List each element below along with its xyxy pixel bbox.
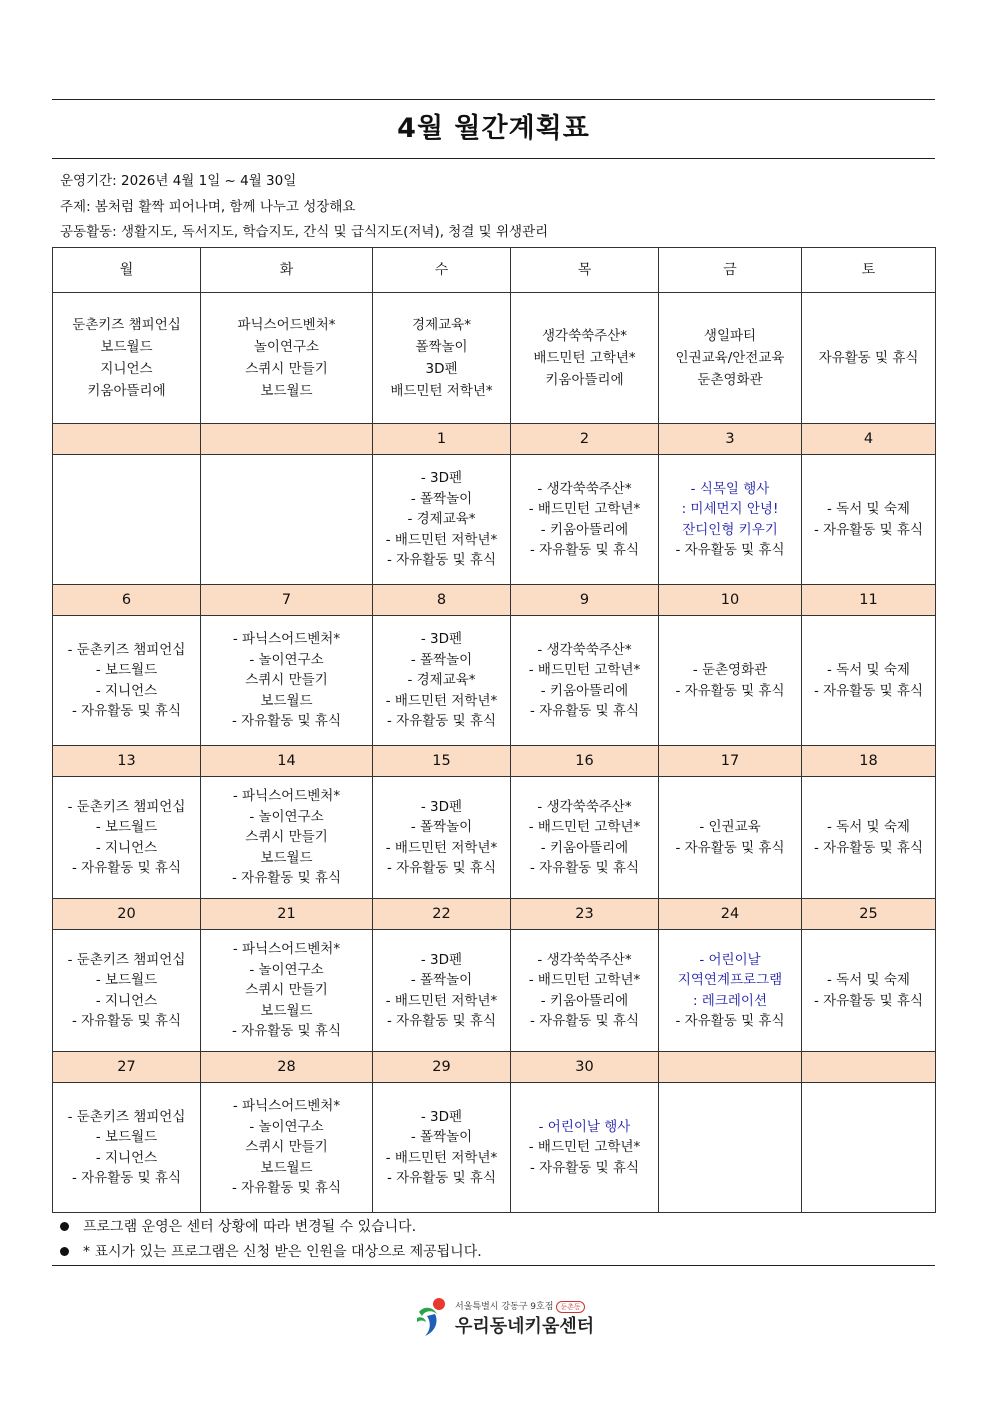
summary-cell xyxy=(53,293,201,424)
activity-item: - 자유활동 및 휴식 xyxy=(71,1013,182,1029)
date-cell: 6 xyxy=(53,585,201,616)
activity-item: - 독서 및 숙제 xyxy=(827,819,910,835)
activity-cell xyxy=(802,455,936,585)
info-block xyxy=(52,159,935,247)
activity-item: - 3D펜 xyxy=(420,631,463,648)
date-row xyxy=(53,424,936,455)
center-logo xyxy=(413,1296,595,1338)
activity-item: - 놀이연구소 xyxy=(249,1118,324,1135)
date-cell: 22 xyxy=(373,899,511,930)
date-cell: 30 xyxy=(511,1052,659,1083)
date-cell: 8 xyxy=(373,585,511,616)
activity-item: 보드월드 xyxy=(260,1159,313,1176)
activity-item: - 자유활동 및 휴식 xyxy=(529,1013,640,1029)
activity-item: - 자유활동 및 휴식 xyxy=(71,703,182,719)
event-item: 지역연계프로그램 xyxy=(677,972,783,988)
summary-program: 스퀴시 만들기 xyxy=(245,361,328,377)
activity-item: - 폴짝놀이 xyxy=(410,651,473,668)
note-item: * 표시가 있는 프로그램은 신청 받은 인원을 대상으로 제공됩니다. xyxy=(52,1240,935,1265)
date-cell: 11 xyxy=(802,585,936,616)
activity-item: - 지니언스 xyxy=(95,839,158,856)
activity-item: 보드월드 xyxy=(260,849,313,866)
activity-cell xyxy=(201,455,373,585)
summary-cell xyxy=(802,293,936,424)
activity-item: - 자유활동 및 휴식 xyxy=(386,713,497,730)
activity-item: - 3D펜 xyxy=(420,798,463,815)
date-cell xyxy=(659,1052,802,1083)
weekday-thu: 목 xyxy=(511,248,659,293)
activity-item: - 경제교육* xyxy=(407,672,476,689)
activity-cell xyxy=(53,1083,201,1213)
weekly-program-summary-row xyxy=(53,293,936,424)
activity-item: - 파닉스어드벤처* xyxy=(232,631,341,648)
activity-cell xyxy=(511,616,659,746)
summary-program: 생일파티 xyxy=(703,328,757,344)
date-row xyxy=(53,899,936,930)
notes-block xyxy=(52,1213,935,1266)
activity-item: - 보드월드 xyxy=(95,1129,158,1145)
activity-cell xyxy=(373,455,511,585)
activity-row xyxy=(53,455,936,585)
summary-program: 배드민턴 저학년* xyxy=(390,383,493,399)
activity-cell xyxy=(802,930,936,1052)
activity-item: 스퀴시 만들기 xyxy=(245,1139,328,1156)
activity-item: - 놀이연구소 xyxy=(249,961,324,978)
activity-item: - 독서 및 숙제 xyxy=(827,662,910,678)
activity-item: - 자유활동 및 휴식 xyxy=(675,1013,785,1029)
activity-row xyxy=(53,777,936,899)
activity-item: - 생각쑥쑥주산* xyxy=(537,798,632,815)
activity-item: - 둔촌키즈 챔피언십 xyxy=(67,798,186,815)
activity-item: - 보드월드 xyxy=(95,972,158,988)
activity-item: - 키움아뜰리에 xyxy=(540,682,629,699)
summary-program: 키움아뜰리에 xyxy=(87,383,166,399)
activity-cell xyxy=(201,777,373,899)
summary-program: 지니언스 xyxy=(100,361,153,377)
activity-cell xyxy=(53,930,201,1052)
activity-cell xyxy=(511,777,659,899)
date-cell: 3 xyxy=(659,424,802,455)
date-cell: 21 xyxy=(201,899,373,930)
activity-item: - 3D펜 xyxy=(420,1108,463,1125)
activity-cell xyxy=(53,777,201,899)
activity-item: - 자유활동 및 휴식 xyxy=(529,703,640,719)
date-cell: 16 xyxy=(511,746,659,777)
activity-item: 스퀴시 만들기 xyxy=(245,982,328,999)
summary-program: 3D펜 xyxy=(425,361,458,377)
bullet-icon xyxy=(60,1222,69,1231)
activity-item: - 배드민턴 고학년* xyxy=(528,972,641,988)
activity-item: - 배드민턴 고학년* xyxy=(528,662,641,678)
date-cell: 24 xyxy=(659,899,802,930)
activity-item: - 자유활동 및 휴식 xyxy=(813,839,924,856)
date-cell: 4 xyxy=(802,424,936,455)
activity-cell xyxy=(201,930,373,1052)
summary-program: 경제교육* xyxy=(412,317,471,333)
activity-item: - 배드민턴 저학년* xyxy=(385,692,498,709)
activity-item: - 보드월드 xyxy=(95,662,158,678)
page-title: 4월 월간계획표 xyxy=(52,99,935,159)
activity-item: - 둔촌키즈 챔피언십 xyxy=(67,641,186,658)
activity-cell xyxy=(53,455,201,585)
activity-item: 스퀴시 만들기 xyxy=(245,829,328,846)
activity-item: 보드월드 xyxy=(260,692,313,709)
activity-cell xyxy=(659,930,802,1052)
date-cell: 13 xyxy=(53,746,201,777)
activity-item: - 파닉스어드벤처* xyxy=(232,941,341,958)
activity-item: - 키움아뜰리에 xyxy=(540,521,629,538)
activity-item: - 보드월드 xyxy=(95,819,158,835)
weekday-header-row xyxy=(53,248,936,293)
activity-item: - 자유활동 및 휴식 xyxy=(386,860,497,876)
activity-row xyxy=(53,1083,936,1213)
date-cell: 18 xyxy=(802,746,936,777)
summary-cell xyxy=(201,293,373,424)
activity-item: - 지니언스 xyxy=(95,1149,158,1166)
summary-program: 자유활동 및 휴식 xyxy=(818,350,919,366)
activity-item: - 자유활동 및 휴식 xyxy=(386,1013,497,1029)
date-cell: 1 xyxy=(373,424,511,455)
activity-item: - 둔촌키즈 챔피언십 xyxy=(67,1108,186,1125)
common-activities: 공동활동: 생활지도, 독서지도, 학습지도, 간식 및 급식지도(저녁), 청결 및 위생관리 xyxy=(60,224,549,240)
event-item: - 어린이날 xyxy=(699,951,761,968)
activity-item: - 자유활동 및 휴식 xyxy=(231,870,342,887)
activity-item: - 폴짝놀이 xyxy=(410,972,473,988)
activity-item: - 폴짝놀이 xyxy=(410,490,473,507)
weekday-fri: 금 xyxy=(659,248,802,293)
summary-program: 인권교육/안전교육 xyxy=(675,350,785,366)
weekday-wed: 수 xyxy=(373,248,511,293)
operation-period: 운영기간: 2026년 4월 1일 ~ 4월 30일 xyxy=(60,173,297,189)
activity-item: - 독서 및 숙제 xyxy=(827,501,910,517)
date-cell: 15 xyxy=(373,746,511,777)
date-cell: 2 xyxy=(511,424,659,455)
activity-item: - 자유활동 및 휴식 xyxy=(529,542,640,558)
activity-item: - 자유활동 및 휴식 xyxy=(231,713,342,730)
activity-item: - 자유활동 및 휴식 xyxy=(231,1180,342,1197)
date-cell: 23 xyxy=(511,899,659,930)
activity-cell xyxy=(659,1083,802,1213)
activity-cell xyxy=(373,616,511,746)
activity-item: - 키움아뜰리에 xyxy=(540,839,629,856)
activity-item: - 배드민턴 고학년* xyxy=(528,1139,641,1156)
activity-item: - 배드민턴 고학년* xyxy=(528,501,641,517)
activity-item: - 배드민턴 저학년* xyxy=(385,992,498,1009)
date-cell: 14 xyxy=(201,746,373,777)
activity-cell xyxy=(802,1083,936,1213)
activity-cell xyxy=(802,777,936,899)
event-item: : 레크레이션 xyxy=(692,992,768,1009)
activity-item: - 파닉스어드벤처* xyxy=(232,1098,341,1115)
activity-item: - 자유활동 및 휴식 xyxy=(71,1170,182,1186)
activity-item: 스퀴시 만들기 xyxy=(245,672,328,689)
date-cell: 20 xyxy=(53,899,201,930)
summary-cell xyxy=(373,293,511,424)
summary-program: 보드월드 xyxy=(100,339,153,355)
summary-program: 배드민턴 고학년* xyxy=(533,350,636,366)
activity-item: - 둔촌키즈 챔피언십 xyxy=(67,951,186,968)
activity-item: - 생각쑥쑥주산* xyxy=(537,951,632,968)
activity-item: - 배드민턴 저학년* xyxy=(385,531,498,548)
logo-mark-icon xyxy=(413,1296,451,1338)
date-cell xyxy=(802,1052,936,1083)
activity-item: - 자유활동 및 휴식 xyxy=(71,860,182,876)
activity-item: - 배드민턴 고학년* xyxy=(528,819,641,835)
activity-item: - 자유활동 및 휴식 xyxy=(813,992,924,1009)
note-item: 프로그램 운영은 센터 상황에 따라 변경될 수 있습니다. xyxy=(52,1215,935,1240)
summary-cell xyxy=(511,293,659,424)
activity-item: - 경제교육* xyxy=(407,511,476,528)
activity-item: - 자유활동 및 휴식 xyxy=(813,521,924,538)
event-item: : 미세먼지 안녕! xyxy=(681,501,779,517)
summary-program: 폴짝놀이 xyxy=(415,339,468,355)
date-cell: 10 xyxy=(659,585,802,616)
date-row xyxy=(53,1052,936,1083)
summary-program: 보드월드 xyxy=(260,383,313,399)
activity-item: - 폴짝놀이 xyxy=(410,1129,473,1145)
logo-name: 우리동네키움센터 xyxy=(455,1316,595,1337)
activity-item: - 지니언스 xyxy=(95,682,158,699)
schedule-page xyxy=(52,99,935,1266)
activity-cell xyxy=(201,1083,373,1213)
date-cell: 28 xyxy=(201,1052,373,1083)
activity-item: - 3D펜 xyxy=(420,951,463,968)
activity-cell xyxy=(511,1083,659,1213)
summary-cell xyxy=(659,293,802,424)
activity-item: - 3D펜 xyxy=(420,470,463,487)
activity-item: - 배드민턴 저학년* xyxy=(385,839,498,856)
date-cell: 9 xyxy=(511,585,659,616)
activity-item: - 생각쑥쑥주산* xyxy=(537,641,632,658)
summary-program: 키움아뜰리에 xyxy=(545,372,624,388)
activity-cell xyxy=(659,455,802,585)
date-cell: 17 xyxy=(659,746,802,777)
date-row xyxy=(53,746,936,777)
activity-cell xyxy=(373,777,511,899)
activity-item: - 자유활동 및 휴식 xyxy=(529,1159,640,1176)
weekday-tue: 화 xyxy=(201,248,373,293)
activity-item: - 자유활동 및 휴식 xyxy=(675,682,785,699)
activity-item: 보드월드 xyxy=(260,1002,313,1019)
activity-cell xyxy=(201,616,373,746)
activity-cell xyxy=(511,455,659,585)
activity-item: - 자유활동 및 휴식 xyxy=(675,542,785,558)
activity-item: - 자유활동 및 휴식 xyxy=(386,552,497,569)
activity-item: - 자유활동 및 휴식 xyxy=(675,839,785,856)
date-cell: 7 xyxy=(201,585,373,616)
date-cell xyxy=(53,424,201,455)
event-item: - 어린이날 행사 xyxy=(538,1118,631,1135)
activity-item: - 놀이연구소 xyxy=(249,808,324,825)
activity-item: - 폴짝놀이 xyxy=(410,819,473,835)
logo-subtitle: 서울특별시 강동구 9호점 둔촌동 xyxy=(455,1299,585,1313)
activity-item: - 자유활동 및 휴식 xyxy=(386,1170,497,1186)
activity-cell xyxy=(659,616,802,746)
activity-item: - 자유활동 및 휴식 xyxy=(529,860,640,876)
date-row xyxy=(53,585,936,616)
activity-cell xyxy=(53,616,201,746)
activity-item: - 자유활동 및 휴식 xyxy=(813,682,924,699)
date-cell xyxy=(201,424,373,455)
activity-item: - 인권교육 xyxy=(699,819,761,835)
activity-item: - 생각쑥쑥주산* xyxy=(537,480,632,497)
activity-row xyxy=(53,930,936,1052)
summary-program: 둔촌영화관 xyxy=(697,372,763,388)
event-item: 잔디인형 키우기 xyxy=(682,521,778,538)
activity-item: - 키움아뜰리에 xyxy=(540,992,629,1009)
activity-item: - 둔촌영화관 xyxy=(692,662,768,678)
activity-row xyxy=(53,616,936,746)
theme-text: 주제: 봄처럼 활짝 피어나며, 함께 나누고 성장해요 xyxy=(60,198,356,215)
logo-badge: 둔촌동 xyxy=(556,1301,584,1313)
activity-item: - 지니언스 xyxy=(95,992,158,1009)
activity-item: - 놀이연구소 xyxy=(249,651,324,668)
summary-program: 생각쑥쑥주산* xyxy=(542,328,627,344)
activity-cell xyxy=(802,616,936,746)
summary-program: 파닉스어드벤처* xyxy=(237,317,336,333)
summary-program: 놀이연구소 xyxy=(253,339,320,355)
monthly-schedule-table xyxy=(52,247,936,1213)
date-cell: 27 xyxy=(53,1052,201,1083)
activity-cell xyxy=(511,930,659,1052)
date-cell: 25 xyxy=(802,899,936,930)
activity-item: - 독서 및 숙제 xyxy=(827,972,910,988)
activity-item: - 파닉스어드벤처* xyxy=(232,788,341,805)
event-item: - 식목일 행사 xyxy=(690,480,770,497)
activity-cell xyxy=(373,930,511,1052)
activity-item: - 배드민턴 저학년* xyxy=(385,1149,498,1166)
weekday-sat: 토 xyxy=(802,248,936,293)
activity-item: - 자유활동 및 휴식 xyxy=(231,1023,342,1040)
summary-program: 둔촌키즈 챔피언십 xyxy=(72,317,181,333)
activity-cell xyxy=(373,1083,511,1213)
weekday-mon: 월 xyxy=(53,248,201,293)
date-cell: 29 xyxy=(373,1052,511,1083)
activity-cell xyxy=(659,777,802,899)
bullet-icon xyxy=(60,1247,69,1256)
